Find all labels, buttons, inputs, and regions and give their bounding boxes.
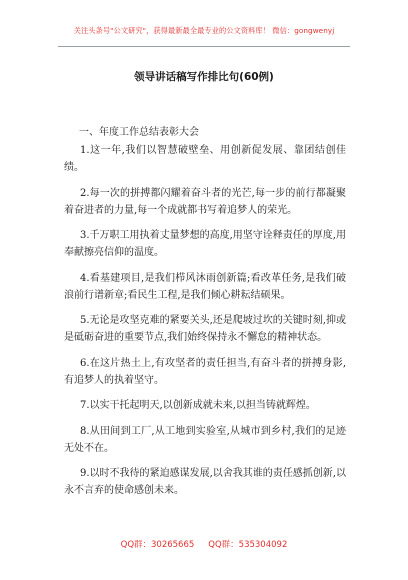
footer-qq-groups	[0, 538, 408, 550]
list-item: 1.这一年,我们以智慧破壁垒、用创新促发展、靠团结创佳绩。	[64, 145, 346, 173]
list-item: 8.从田间到工厂,从工地到实验室,从城市到乡村,我们的足迹无处不在。	[64, 425, 346, 454]
document-title: 领导讲话稿写作排比句(60例)	[134, 71, 274, 83]
list-item: 4.看基建项目,是我们栉风沐雨创新篇;看改革任务,是我们破浪前行谱新章;看民生工程,是我们倾心耕耘结硕果。	[64, 272, 346, 301]
list-item: 9.以时不我待的紧迫感谋发展,以舍我其谁的责任感抓创新,以永不言弃的使命感创未来。	[64, 468, 346, 496]
sentence-list	[64, 142, 346, 508]
section-heading: 一、年度工作总结表彰大会	[79, 127, 199, 138]
list-item: 5.无论是攻坚克难的紧要关头,还是爬坡过坎的关键时刻,抑或是砥砺奋进的重要节点,我们始终保持永不懈怠的精神状态。	[64, 315, 346, 343]
header-notice: 关注头条号"公文研究"，获得最新最全最专业的公文资料库！ 微信：gongwenyj	[73, 26, 335, 35]
header-divider	[58, 46, 350, 47]
list-item: 6.在这片热土上,有攻坚者的责任担当,有奋斗者的拼搏身影,有追梦人的执着坚守。	[64, 357, 346, 386]
list-item: 3.千万职工用执着丈量梦想的高度,用坚守诠释责任的厚度,用奉献擦亮信仰的温度。	[64, 230, 346, 258]
qq-group-1: QQ群：30265665	[120, 540, 195, 550]
qq-group-2: QQ群：535304092	[208, 540, 288, 550]
list-item: 2.每一次的拼搏都闪耀着奋斗者的光芒,每一步的前行都凝聚着奋进者的力量,每一个成就都书写着追梦人的荣光。	[64, 187, 346, 216]
list-item: 7.以实干托起明天,以创新成就未来,以担当铸就辉煌。	[80, 400, 316, 411]
